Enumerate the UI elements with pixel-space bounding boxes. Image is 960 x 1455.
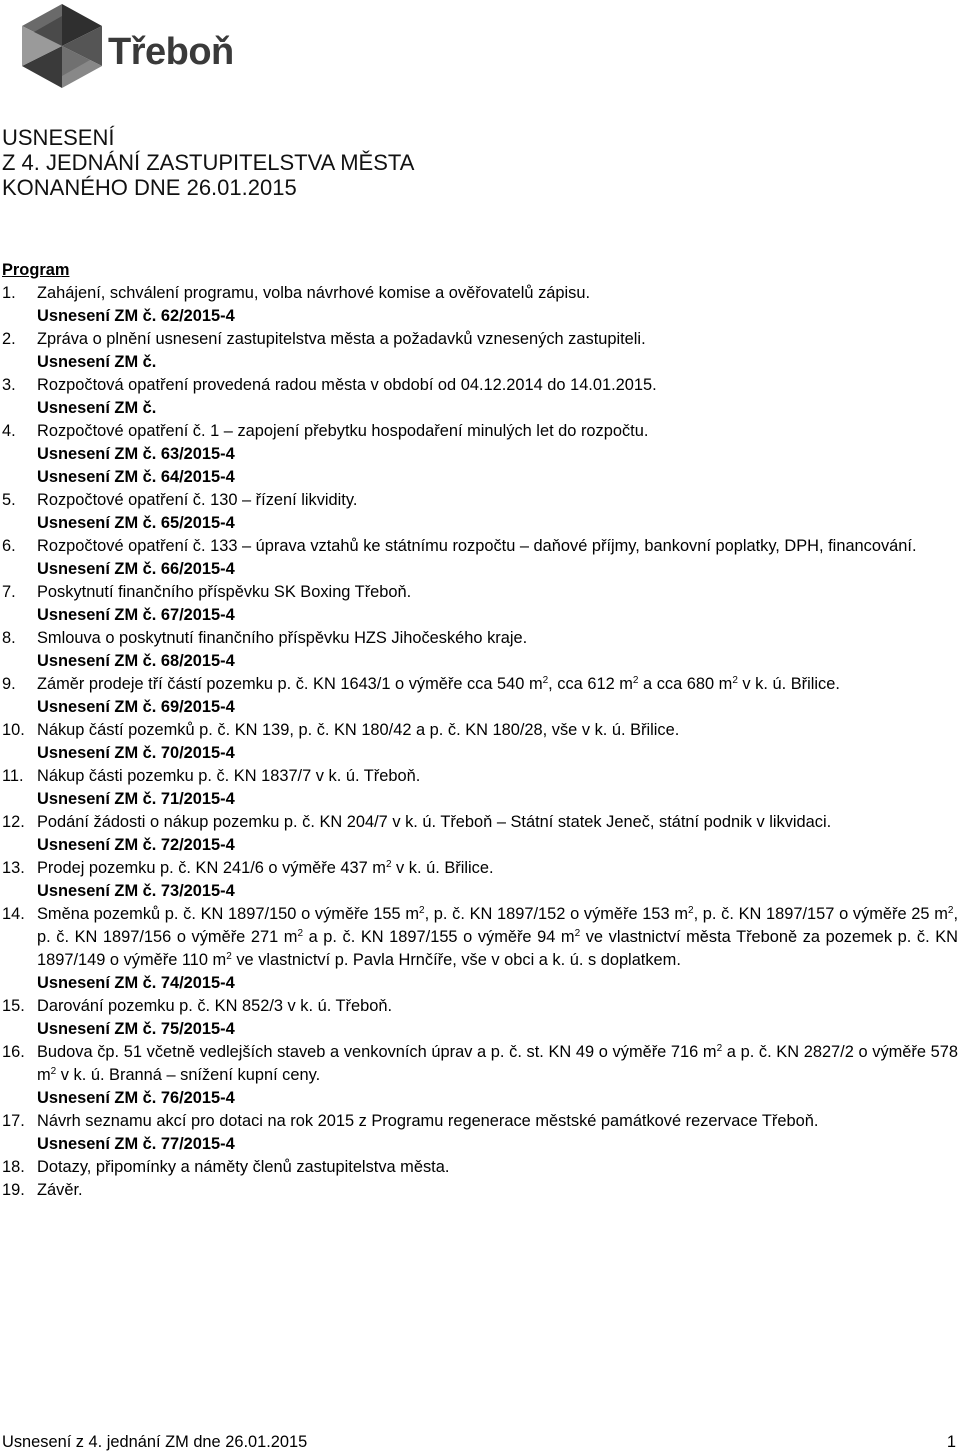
- program-item: [2, 673, 958, 719]
- resolution-ref: Usnesení ZM č.: [37, 353, 157, 371]
- program-item: [2, 811, 958, 857]
- program-item: [2, 1156, 958, 1179]
- resolution-ref: Usnesení ZM č.: [37, 399, 157, 417]
- item-body: [37, 857, 958, 903]
- item-number: 6.: [2, 537, 16, 555]
- item-number: 14.: [2, 905, 25, 923]
- item-number: 2.: [2, 330, 16, 348]
- item-body: [37, 719, 958, 765]
- item-number: 8.: [2, 629, 16, 647]
- item-text: Závěr.: [37, 1181, 83, 1199]
- resolution-ref: Usnesení ZM č. 74/2015-4: [37, 974, 235, 992]
- program-item: [2, 328, 958, 374]
- page-number: 1: [946, 1433, 956, 1451]
- program-section: [2, 259, 958, 1202]
- title-line-3: KONANÉHO DNE 26.01.2015: [2, 175, 297, 200]
- item-text: Rozpočtové opatření č. 133 – úprava vztahů ke státnímu rozpočtu – daňové příjmy, bankovní poplatky, DPH, financování.: [37, 537, 917, 555]
- item-number: 1.: [2, 284, 16, 302]
- resolution-ref: Usnesení ZM č. 66/2015-4: [37, 560, 235, 578]
- item-text: Rozpočtové opatření č. 130 – řízení likvidity.: [37, 491, 358, 509]
- item-body: [37, 1110, 958, 1156]
- footer-text: Usnesení z 4. jednání ZM dne 26.01.2015: [2, 1433, 308, 1451]
- program-item: [2, 903, 958, 995]
- resolution-ref: Usnesení ZM č. 73/2015-4: [37, 882, 235, 900]
- program-item: [2, 374, 958, 420]
- item-text: Smlouva o poskytnutí finančního příspěvku HZS Jihočeského kraje.: [37, 629, 528, 647]
- program-item: [2, 420, 958, 489]
- program-item: [2, 995, 958, 1041]
- resolution-ref: Usnesení ZM č. 68/2015-4: [37, 652, 235, 670]
- item-number: 9.: [2, 675, 16, 693]
- item-body: [37, 328, 958, 374]
- item-body: [37, 995, 958, 1041]
- program-item: [2, 1110, 958, 1156]
- trebon-logo: [22, 4, 242, 88]
- item-text: Darování pozemku p. č. KN 852/3 v k. ú. Třeboň.: [37, 997, 393, 1015]
- item-body: [37, 627, 958, 673]
- program-heading: Program: [2, 261, 70, 279]
- resolution-ref: Usnesení ZM č. 62/2015-4: [37, 307, 235, 325]
- item-number: 12.: [2, 813, 25, 831]
- item-body: [37, 535, 958, 581]
- item-number: 3.: [2, 376, 16, 394]
- item-body: [37, 581, 958, 627]
- program-item: [2, 627, 958, 673]
- item-text: Směna pozemků p. č. KN 1897/150 o výměře 155 $m^2$, p. č. KN 1897/152 o výměře 153 $m^2$, p. č. KN 1897/157 o výměře 25 $m^2$, p. č. KN 1897/156 o výměře 271 $m^2$ a p. č. KN 1897/155 o výměře 94 $m^2$ ve vlastnictví města Třeboně za pozemek p. č. KN 1897/149 o výměře 110 $m^2$ ve vlastnictví p. Pavla Hrnčíře, vše v obci a k. ú. s doplatkem.: [37, 905, 958, 969]
- program-item: [2, 719, 958, 765]
- logo-wordmark: Třeboň: [108, 31, 234, 73]
- item-number: 18.: [2, 1158, 25, 1176]
- item-text: Poskytnutí finančního příspěvku SK Boxing Třeboň.: [37, 583, 412, 601]
- item-number: 15.: [2, 997, 25, 1015]
- resolution-ref: Usnesení ZM č. 75/2015-4: [37, 1020, 235, 1038]
- program-item: [2, 581, 958, 627]
- item-text: Rozpočtové opatření č. 1 – zapojení přebytku hospodaření minulých let do rozpočtu.: [37, 422, 649, 440]
- item-text: Budova čp. 51 včetně vedlejších staveb a venkovních úprav a p. č. st. KN 49 o výměře 716 $m^2$ a p. č. KN 2827/2 o výměře 578 $m^2$ v k. ú. Branná – snížení kupní ceny.: [37, 1043, 958, 1084]
- item-body: [37, 374, 958, 420]
- program-list: [2, 282, 958, 1202]
- item-body: [37, 765, 958, 811]
- resolution-ref: Usnesení ZM č. 72/2015-4: [37, 836, 235, 854]
- resolution-ref: Usnesení ZM č. 70/2015-4: [37, 744, 235, 762]
- item-number: 17.: [2, 1112, 25, 1130]
- title-line-2: Z 4. JEDNÁNÍ ZASTUPITELSTVA MĚSTA: [2, 150, 415, 175]
- program-item: [2, 1179, 958, 1202]
- item-number: 10.: [2, 721, 25, 739]
- item-body: [37, 489, 958, 535]
- item-body: [37, 282, 958, 328]
- program-item: [2, 489, 958, 535]
- resolution-ref: Usnesení ZM č. 65/2015-4: [37, 514, 235, 532]
- resolution-ref: Usnesení ZM č. 63/2015-4: [37, 445, 235, 463]
- resolution-ref: Usnesení ZM č. 64/2015-4: [37, 468, 235, 486]
- item-body: [37, 1179, 958, 1202]
- resolution-ref: Usnesení ZM č. 69/2015-4: [37, 698, 235, 716]
- item-body: [37, 673, 958, 719]
- item-number: 4.: [2, 422, 16, 440]
- item-body: [37, 903, 958, 995]
- item-text: Zahájení, schválení programu, volba návrhové komise a ověřovatelů zápisu.: [37, 284, 591, 302]
- item-text: Podání žádosti o nákup pozemku p. č. KN 204/7 v k. ú. Třeboň – Státní statek Jeneč, státní podnik v likvidaci.: [37, 813, 832, 831]
- item-body: [37, 1156, 958, 1179]
- program-item: [2, 857, 958, 903]
- item-text: Dotazy, připomínky a náměty členů zastupitelstva města.: [37, 1158, 450, 1176]
- item-text: Zpráva o plnění usnesení zastupitelstva města a požadavků vznesených zastupiteli.: [37, 330, 646, 348]
- title-line-1: USNESENÍ: [2, 125, 115, 150]
- resolution-ref: Usnesení ZM č. 76/2015-4: [37, 1089, 235, 1107]
- item-number: 13.: [2, 859, 25, 877]
- resolution-ref: Usnesení ZM č. 67/2015-4: [37, 606, 235, 624]
- item-body: [37, 1041, 958, 1110]
- item-body: [37, 420, 958, 489]
- item-text: Návrh seznamu akcí pro dotaci na rok 2015 z Programu regenerace městské památkové rezervace Třeboň.: [37, 1112, 819, 1130]
- page-footer: [2, 1433, 956, 1452]
- document-title: [2, 125, 414, 200]
- program-item: [2, 282, 958, 328]
- item-text: Záměr prodeje tří částí pozemku p. č. KN 1643/1 o výměře cca 540 $m^2$, cca 612 $m^2$ a cca 680 $m^2$ v k. ú. Břilice.: [37, 675, 840, 693]
- item-number: 16.: [2, 1043, 25, 1061]
- item-number: 5.: [2, 491, 16, 509]
- program-item: [2, 1041, 958, 1110]
- item-text: Prodej pozemku p. č. KN 241/6 o výměře 437 $m^2$ v k. ú. Břilice.: [37, 859, 494, 877]
- item-number: 11.: [2, 767, 24, 785]
- resolution-ref: Usnesení ZM č. 71/2015-4: [37, 790, 235, 808]
- item-number: 19.: [2, 1181, 25, 1199]
- item-text: Rozpočtová opatření provedená radou města v období od 04.12.2014 do 14.01.2015.: [37, 376, 657, 394]
- item-text: Nákup částí pozemků p. č. KN 139, p. č. KN 180/42 a p. č. KN 180/28, vše v k. ú. Břilice.: [37, 721, 680, 739]
- item-body: [37, 811, 958, 857]
- item-text: Nákup části pozemku p. č. KN 1837/7 v k. ú. Třeboň.: [37, 767, 421, 785]
- item-number: 7.: [2, 583, 16, 601]
- resolution-ref: Usnesení ZM č. 77/2015-4: [37, 1135, 235, 1153]
- program-item: [2, 535, 958, 581]
- program-item: [2, 765, 958, 811]
